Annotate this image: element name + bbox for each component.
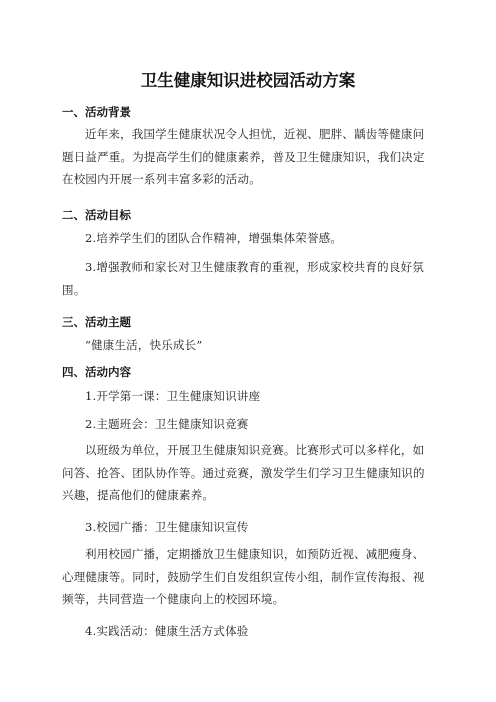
paragraph-goal-3: 3.增强教师和家长对卫生健康教育的重视，形成家校共育的良好氛围。	[62, 260, 424, 297]
document-page	[62, 0, 434, 702]
paragraph-content-1: 1.开学第一课：卫生健康知识讲座	[85, 389, 261, 403]
paragraph-background: 近年来，我国学生健康状况令人担忧，近视、肥胖、龋齿等健康问题日益严重。为提高学生们的健康素养，普及卫生健康知识，我们决定在校园内开展一系列丰富多彩的活动。	[62, 127, 425, 186]
paragraph-content-2: 2.主题班会：卫生健康知识竞赛	[85, 417, 249, 431]
paragraph-content-4: 4.实践活动：健康生活方式体验	[85, 624, 249, 638]
section-heading-content: 四、活动内容	[62, 365, 131, 379]
paragraph-content-3: 3.校园广播：卫生健康知识宣传	[85, 520, 249, 534]
section-heading-goals: 二、活动目标	[62, 208, 131, 222]
document-title: 卫生健康知识进校园活动方案	[140, 71, 356, 90]
paragraph-content-3-detail: 利用校园广播，定期播放卫生健康知识，如预防近视、减肥瘦身、心理健康等。同时，鼓励学生们自发组织宣传小组，制作宣传海报、视频等，共同营造一个健康向上的校园环境。	[62, 547, 425, 606]
section-heading-theme: 三、活动主题	[62, 315, 131, 329]
paragraph-theme: “健康生活，快乐成长”	[85, 338, 203, 352]
paragraph-goal-2: 2.培养学生们的团队合作精神，增强集体荣誉感。	[85, 231, 343, 245]
paragraph-content-2-detail: 以班级为单位，开展卫生健康知识竞赛。比赛形式可以多样化，如问答、抢答、团队协作等。通过竞赛，激发学生们学习卫生健康知识的兴趣，提高他们的健康素养。	[62, 443, 425, 502]
section-heading-background: 一、活动背景	[62, 105, 131, 119]
